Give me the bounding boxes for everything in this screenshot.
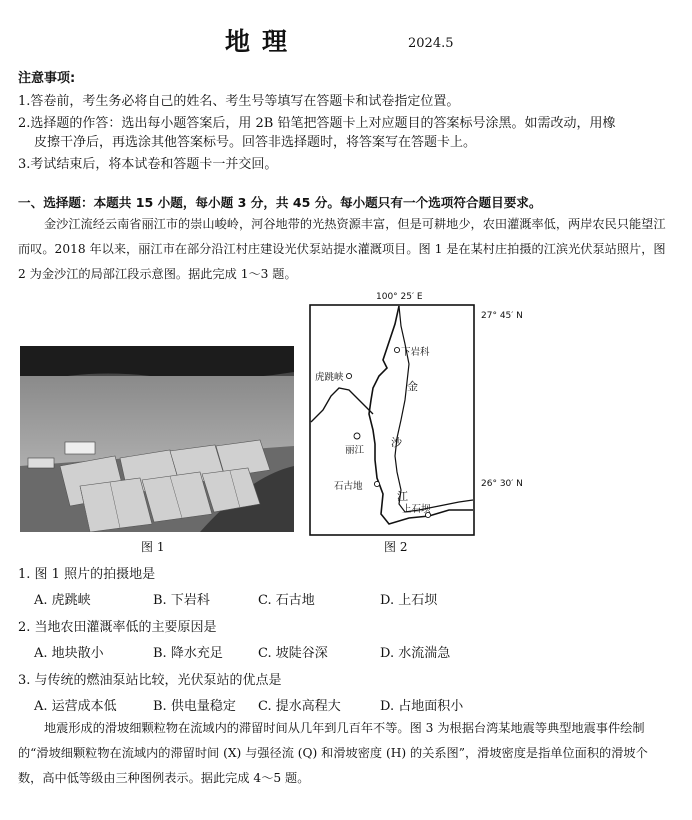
question-3-option-d: D. 占地面积小 <box>380 699 464 714</box>
map-place-hutiaoxia: 虎跳峡 <box>315 372 344 383</box>
question-1-option-d: D. 上石坝 <box>380 593 438 608</box>
map-place-xiayanke: 下岩科 <box>401 347 430 358</box>
figure-1-photo <box>20 346 294 532</box>
figure-1-caption: 图 1 <box>141 540 165 554</box>
figure-2-caption: 图 2 <box>384 540 408 554</box>
notice-item-2: 2.选择题的作答：选出每小题答案后，用 2B 铅笔把答题卡上对应题目的答案标号涂黑。如需改动，用橡 <box>18 116 616 131</box>
notice-item-1: 1.答卷前，考生务必将自己的姓名、考生号等填写在答题卡和试卷指定位置。 <box>18 94 460 109</box>
question-3-option-a: A. 运营成本低 <box>34 699 117 714</box>
map-latitude-top: 27° 45′ N <box>481 311 523 321</box>
map-place-shangshiba: 上石坝 <box>402 504 431 515</box>
map-place-lijiang: 丽江 <box>345 445 365 456</box>
question-1-option-c: C. 石古地 <box>258 593 315 608</box>
map-river-char-2: 沙 <box>391 436 402 449</box>
question-2-option-b: B. 降水充足 <box>153 646 223 661</box>
question-1-stem: 1. 图 1 照片的拍摄地是 <box>18 567 156 582</box>
question-2-option-c: C. 坡陡谷深 <box>258 646 328 661</box>
map-longitude-label: 100° 25′ E <box>376 292 423 302</box>
question-3-stem: 3. 与传统的燃油泵站比较，光伏泵站的优点是 <box>18 673 282 688</box>
question-2-option-a: A. 地块散小 <box>34 646 104 661</box>
section-1-heading: 一、选择题：本题共 15 小题，每小题 3 分，共 45 分。每小题只有一个选项符合题目要求。 <box>18 195 542 210</box>
exam-date: 2024.5 <box>408 36 454 51</box>
question-3-option-c: C. 提水高程大 <box>258 699 341 714</box>
map-river-char-1: 金 <box>407 380 418 393</box>
section-1-intro: 金沙江流经云南省丽江市的崇山峻岭，河谷地带的光热资源丰富，但是可耕地少，农田灌溉率低，两岸农民只能望江而叹。2018 年以来，丽江市在部分沿江村庄建设光伏泵站提水灌溉项目。图 1 是在某村庄拍摄的江滨光伏泵站照片，图 2 为金沙江的局部江段示意图。据此完成 1～3 题。 <box>18 217 666 281</box>
question-3-option-b: B. 供电量稳定 <box>153 699 236 714</box>
question-2-stem: 2. 当地农田灌溉率低的主要原因是 <box>18 620 217 635</box>
question-2-option-d: D. 水流湍急 <box>380 646 451 661</box>
map-place-shigudi: 石古地 <box>334 481 363 492</box>
figure-2-map <box>309 304 475 536</box>
page-title: 地理 <box>225 27 300 56</box>
map-latitude-bottom: 26° 30′ N <box>481 479 523 489</box>
notice-item-2-cont: 皮擦干净后，再选涂其他答案标号。回答非选择题时，将答案写在答题卡上。 <box>34 135 477 150</box>
section-2-intro: 地震形成的滑坡细颗粒物在流域内的滞留时间从几年到几百年不等。图 3 为根据台湾某地震等典型地震事件绘制的“滑坡细颗粒物在流域内的滞留时间 (X) 与强径流 (Q) 和滑坡密度 (H) 的关系图”，滑坡密度是指单位面积的滑坡个数，高中低等级由三种图例表示。据此完成 4～5 题。 <box>18 721 648 785</box>
notice-item-3: 3.考试结束后，将本试卷和答题卡一并交回。 <box>18 157 278 172</box>
map-river-char-3: 江 <box>397 490 408 503</box>
notice-heading: 注意事项: <box>18 71 76 86</box>
question-1-option-b: B. 下岩科 <box>153 593 210 608</box>
question-1-option-a: A. 虎跳峡 <box>34 593 91 608</box>
